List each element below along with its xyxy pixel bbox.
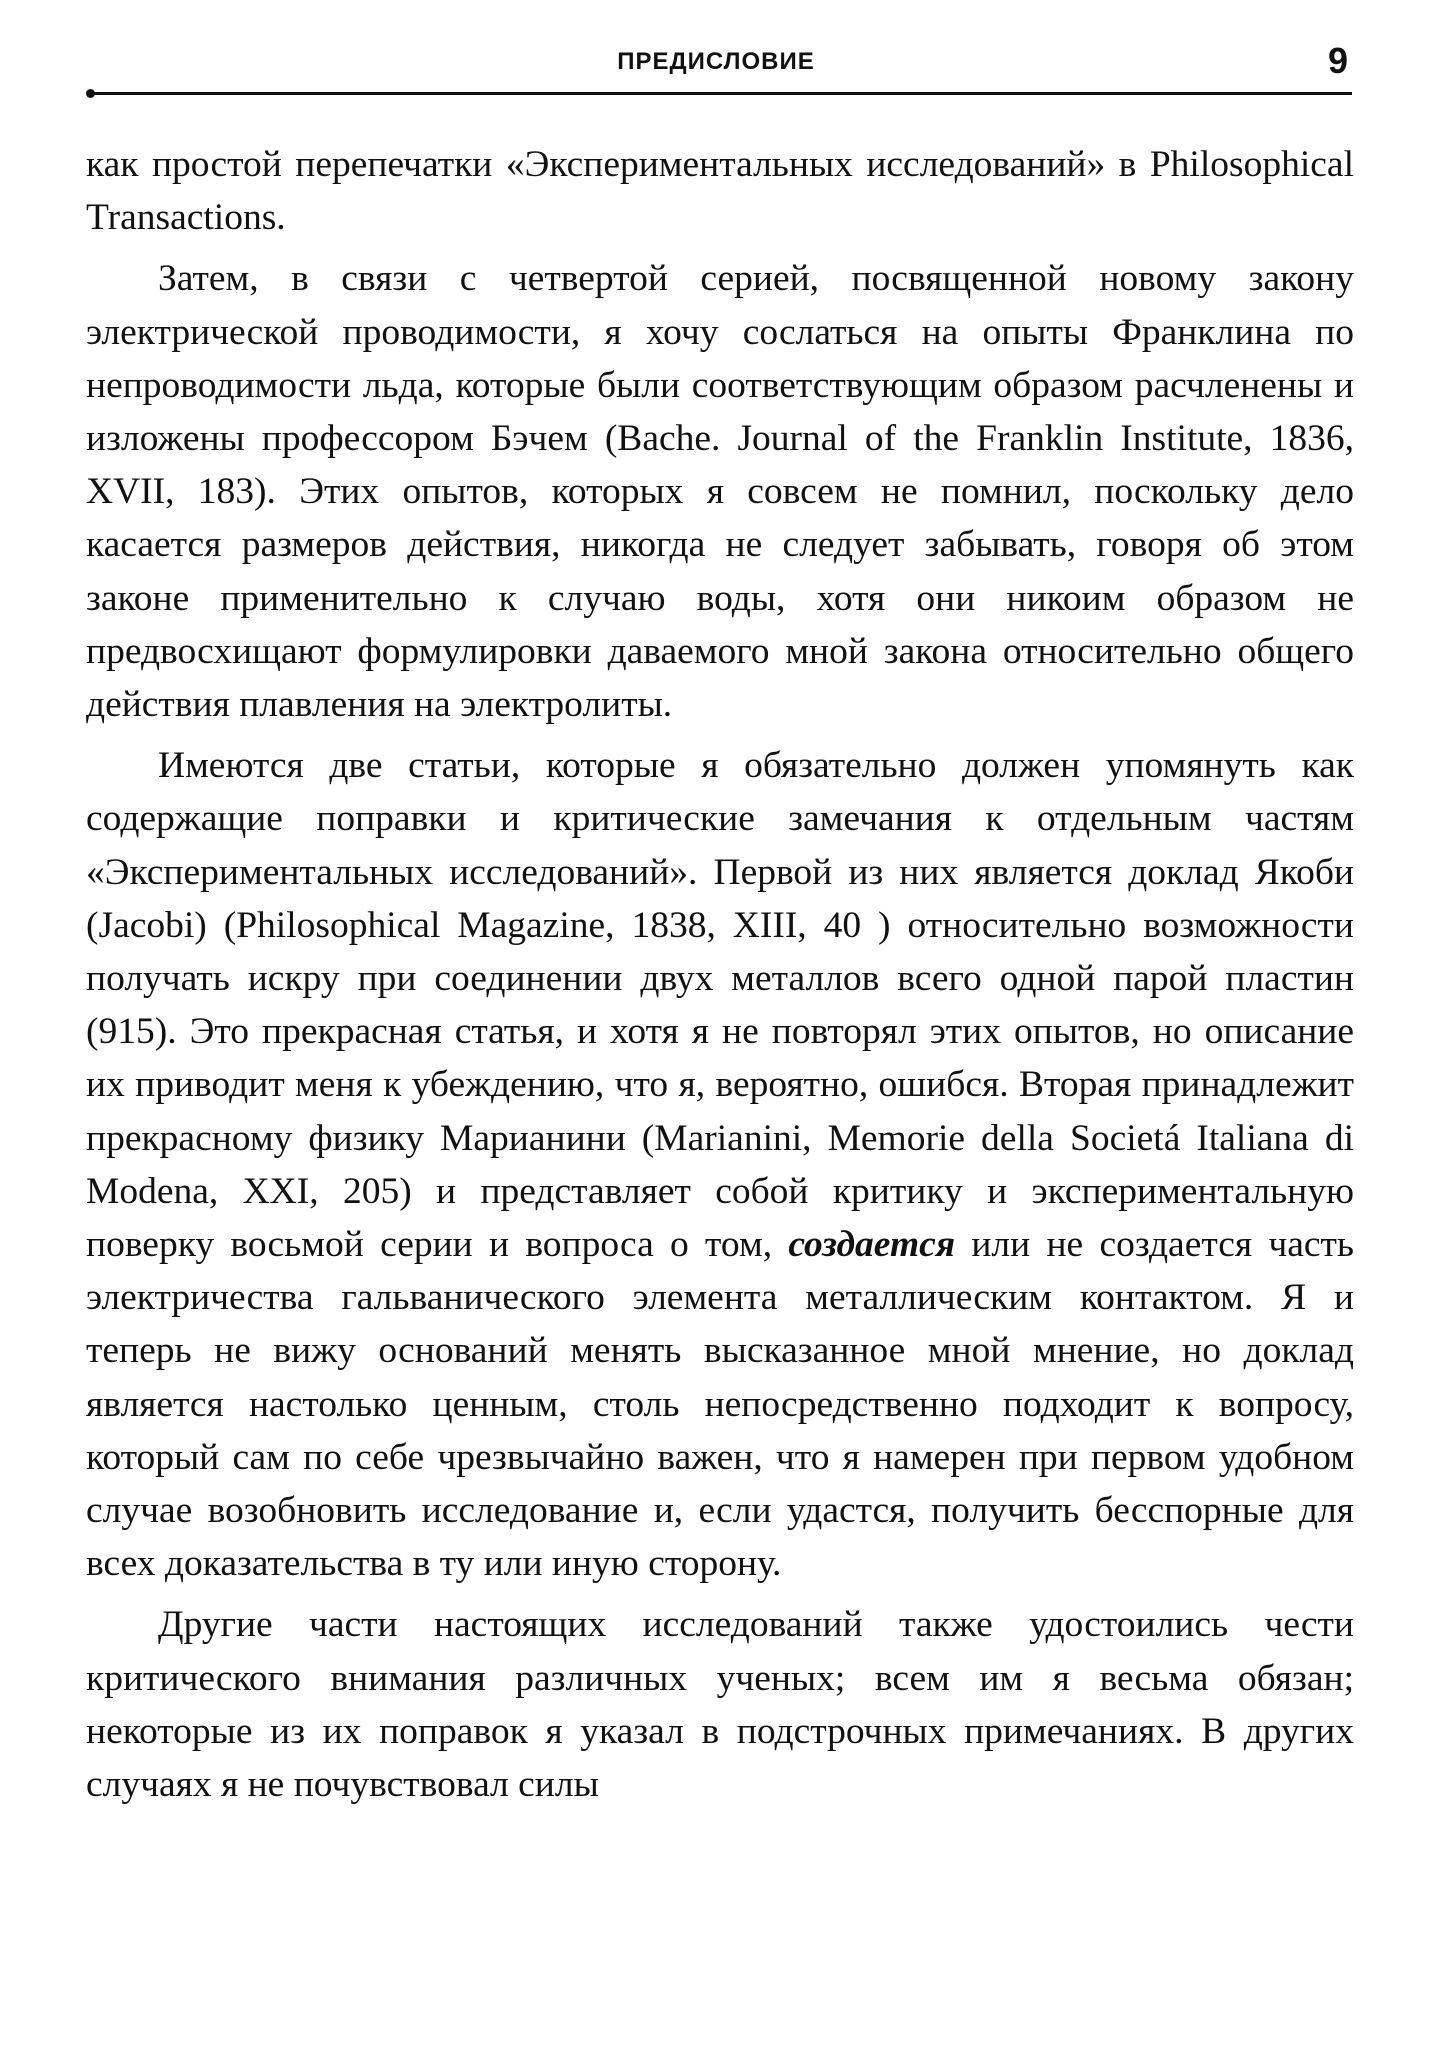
running-title: ПРЕДИСЛОВИЕ (617, 48, 815, 75)
header-rule (90, 92, 1352, 95)
main-text (86, 138, 1354, 1811)
paragraph-two-articles-part2: или не создается часть электричества гальванического элемента металлическим контактом. Я и теперь не вижу оснований менять высказанное мной мнение, но доклад является настолько ценным, столь непосредственно подходит к вопросу, который сам по себе чрезвычайно важен, что я намерен при первом удобном случае возобновить исследование и, если удастся, получить бесспорные для всех доказательства в ту или иную сторону. (86, 1224, 1354, 1585)
running-head (90, 40, 1352, 90)
paragraph-franklin: Затем, в связи с четвертой серией, посвященной новому закону электрической проводимости, я хочу сослаться на опыты Франклина по непроводимости льда, которые были соответствующим образом расчленены и изложены профессором Бэчем (Bache. Journal of the Franklin Institute, 1836, XVII, 183). Этих опытов, которых я совсем не помнил, поскольку дело касается размеров действия, никогда не следует забывать, говоря об этом законе применительно к случаю воды, хотя они никоим образом не предвосхищают формулировки даваемого мной закона относительно общего действия плавления на электролиты. (86, 258, 1354, 726)
paragraph-two-articles-part1: Имеются две статьи, которые я обязательно должен упомянуть как содержащие поправки и критические замечания к отдельным частям «Экспериментальных исследований». Первой из них является доклад Якоби (Jacobi) (Philosophical Magazine, 1838, XIII, 40 ) относительно возможности получать искру при соединении двух металлов всего одной парой пластин (915). Это прекрасная статья, и хотя я не повторял этих опытов, но описание их приводит меня к убеждению, что я, вероятно, ошибся. Вторая принадлежит прекрасному физику Марианини (Marianini, Memorie della Societá Italiana di Modena, XXI, 205) и представляет собой критику и экспериментальную поверку восьмой серии и вопроса о том, (86, 745, 1354, 1266)
paragraph-continuation: как простой перепечатки «Экспериментальных исследований» в Philosophical Transactions. (86, 144, 1354, 239)
paragraph-other-parts: Другие части настоящих исследований также удостоились чести критического внимания различных ученых; всем им я весьма обязан; некоторые из их поправок я указал в подстрочных примечаниях. В других случаях я не почувствовал силы (86, 1604, 1354, 1806)
paragraph-two-articles (86, 739, 1354, 1590)
page-number: 9 (1327, 40, 1348, 81)
italic-word: создается (788, 1224, 956, 1266)
